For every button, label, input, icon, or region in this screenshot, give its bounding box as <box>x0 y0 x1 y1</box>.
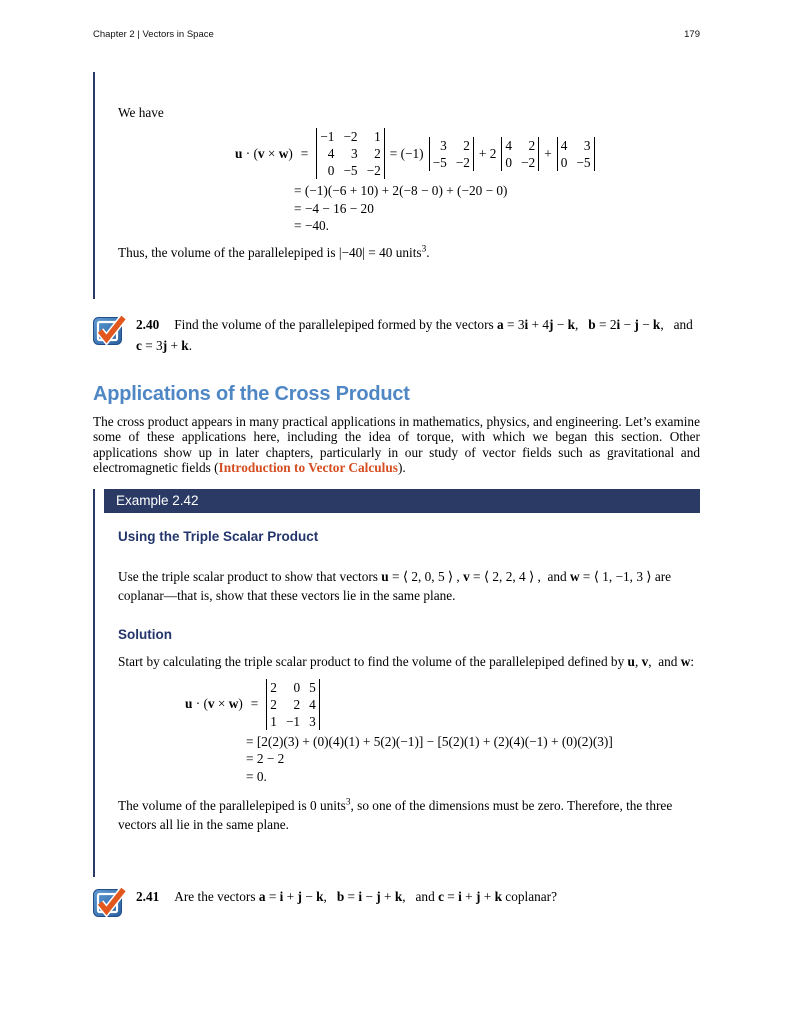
triple-product-equation <box>185 679 698 730</box>
determinant-2x2-c: 4 3 0 −5 <box>557 137 595 171</box>
paragraph-text: ). <box>397 460 406 475</box>
example-title: Using the Triple Scalar Product <box>118 528 319 544</box>
checkpoint-number: 2.40 <box>136 316 160 332</box>
solution-label: Solution <box>118 626 172 642</box>
checkpoint-2-41 <box>93 884 700 922</box>
equation-step: = (−1)(−6 + 10) + 2(−8 − 0) + (−20 − 0) <box>294 183 508 198</box>
triple-product-equation <box>235 128 700 179</box>
checkpoint-2-40 <box>93 312 700 356</box>
checkpoint-number: 2.41 <box>136 889 160 904</box>
solution-math-block <box>185 679 698 786</box>
example-problem-statement: Use the triple scalar product to show that vectors u = ⟨ 2, 0, 5 ⟩ , v = ⟨ 2, 2, 4 ⟩ , and w = ⟨ 1, −1, 3 ⟩ are coplanar—that is, show that these vectors lie in the same plane. <box>118 568 672 603</box>
section-heading: Applications of the Cross Product <box>93 382 410 405</box>
math-operator: + 2 <box>478 145 497 161</box>
checkpoint-text <box>136 884 557 922</box>
previous-example-continuation <box>93 72 700 299</box>
equation-step: = −4 − 16 − 20 <box>294 200 374 216</box>
page-number: 179 <box>684 29 700 40</box>
equation-step: = −40. <box>294 218 329 233</box>
page-content <box>93 72 700 922</box>
equation-steps <box>246 733 698 786</box>
solution-intro: Start by calculating the triple scalar product to find the volume of the parallelepiped defined by u, v, and w: <box>118 653 695 669</box>
determinant-3x3: 2 0 5 2 2 4 1 −1 3 <box>266 679 319 730</box>
checkpoint-checkbox-icon <box>93 884 126 922</box>
volume-conclusion: Thus, the volume of the parallelepiped is |−40| = 40 units$^3$. <box>118 244 430 260</box>
example-conclusion: The volume of the parallelepiped is 0 units$^3$, so one of the dimensions must be zero. Therefore, the three vectors all lie in the same plane. <box>118 797 673 832</box>
math-operator: = (−1) <box>389 145 424 161</box>
link-introduction-to-vector-calculus[interactable]: Introduction to Vector Calculus <box>218 460 398 475</box>
we-have-text: We have <box>118 105 164 120</box>
math-operator: + <box>544 145 552 161</box>
example-2-42 <box>93 489 700 878</box>
checkpoint-text <box>136 312 700 356</box>
paragraph-text: The cross product appears in many practical applications in mathematics, physics, and engineering. Let’s examine some of these applications here, including the idea of torque, with which we began this section. Other applications show up in later chapters, particularly in our study of vector fields such as gravitational and electromagnetic fields ( <box>93 413 700 475</box>
equation-step: = 2 − 2 <box>246 751 285 766</box>
equation-steps <box>294 182 700 235</box>
running-header <box>93 29 700 40</box>
equation-step: = [2(2)(3) + (0)(4)(1) + 5(2)(−1)] − [5(2)(1) + (2)(4)(−1) + (0)(2)(3)] <box>246 733 613 749</box>
chapter-title: Chapter 2 | Vectors in Space <box>93 29 214 40</box>
equals-sign: = <box>300 145 309 161</box>
checkpoint-question: Find the volume of the parallelepiped formed by the vectors a = 3i + 4j − k, b = 2i − j − k, and c = 3j + k. <box>136 316 693 353</box>
checkpoint-checkbox-icon <box>93 312 126 356</box>
determinant-2x2-b: 4 2 0 −2 <box>501 137 539 171</box>
example-body <box>93 513 700 878</box>
triple-product-lhs: u · (v × w) <box>235 145 293 161</box>
equals-sign: = <box>250 696 259 711</box>
determinant-3x3: −1 −2 1 4 3 2 0 −5 −2 <box>316 128 384 179</box>
checkpoint-question: Are the vectors a = i + j − k, b = i − j + k, and c = i + j + k coplanar? <box>174 889 557 904</box>
example-left-rule <box>93 489 95 878</box>
equation-step: = 0. <box>246 768 267 784</box>
triple-product-math-block <box>235 128 700 235</box>
intro-paragraph <box>93 414 700 476</box>
triple-product-lhs: u · (v × w) <box>185 696 243 711</box>
determinant-2x2-a: 3 2 −5 −2 <box>429 137 474 171</box>
example-header-bar: Example 2.42 <box>104 489 700 513</box>
